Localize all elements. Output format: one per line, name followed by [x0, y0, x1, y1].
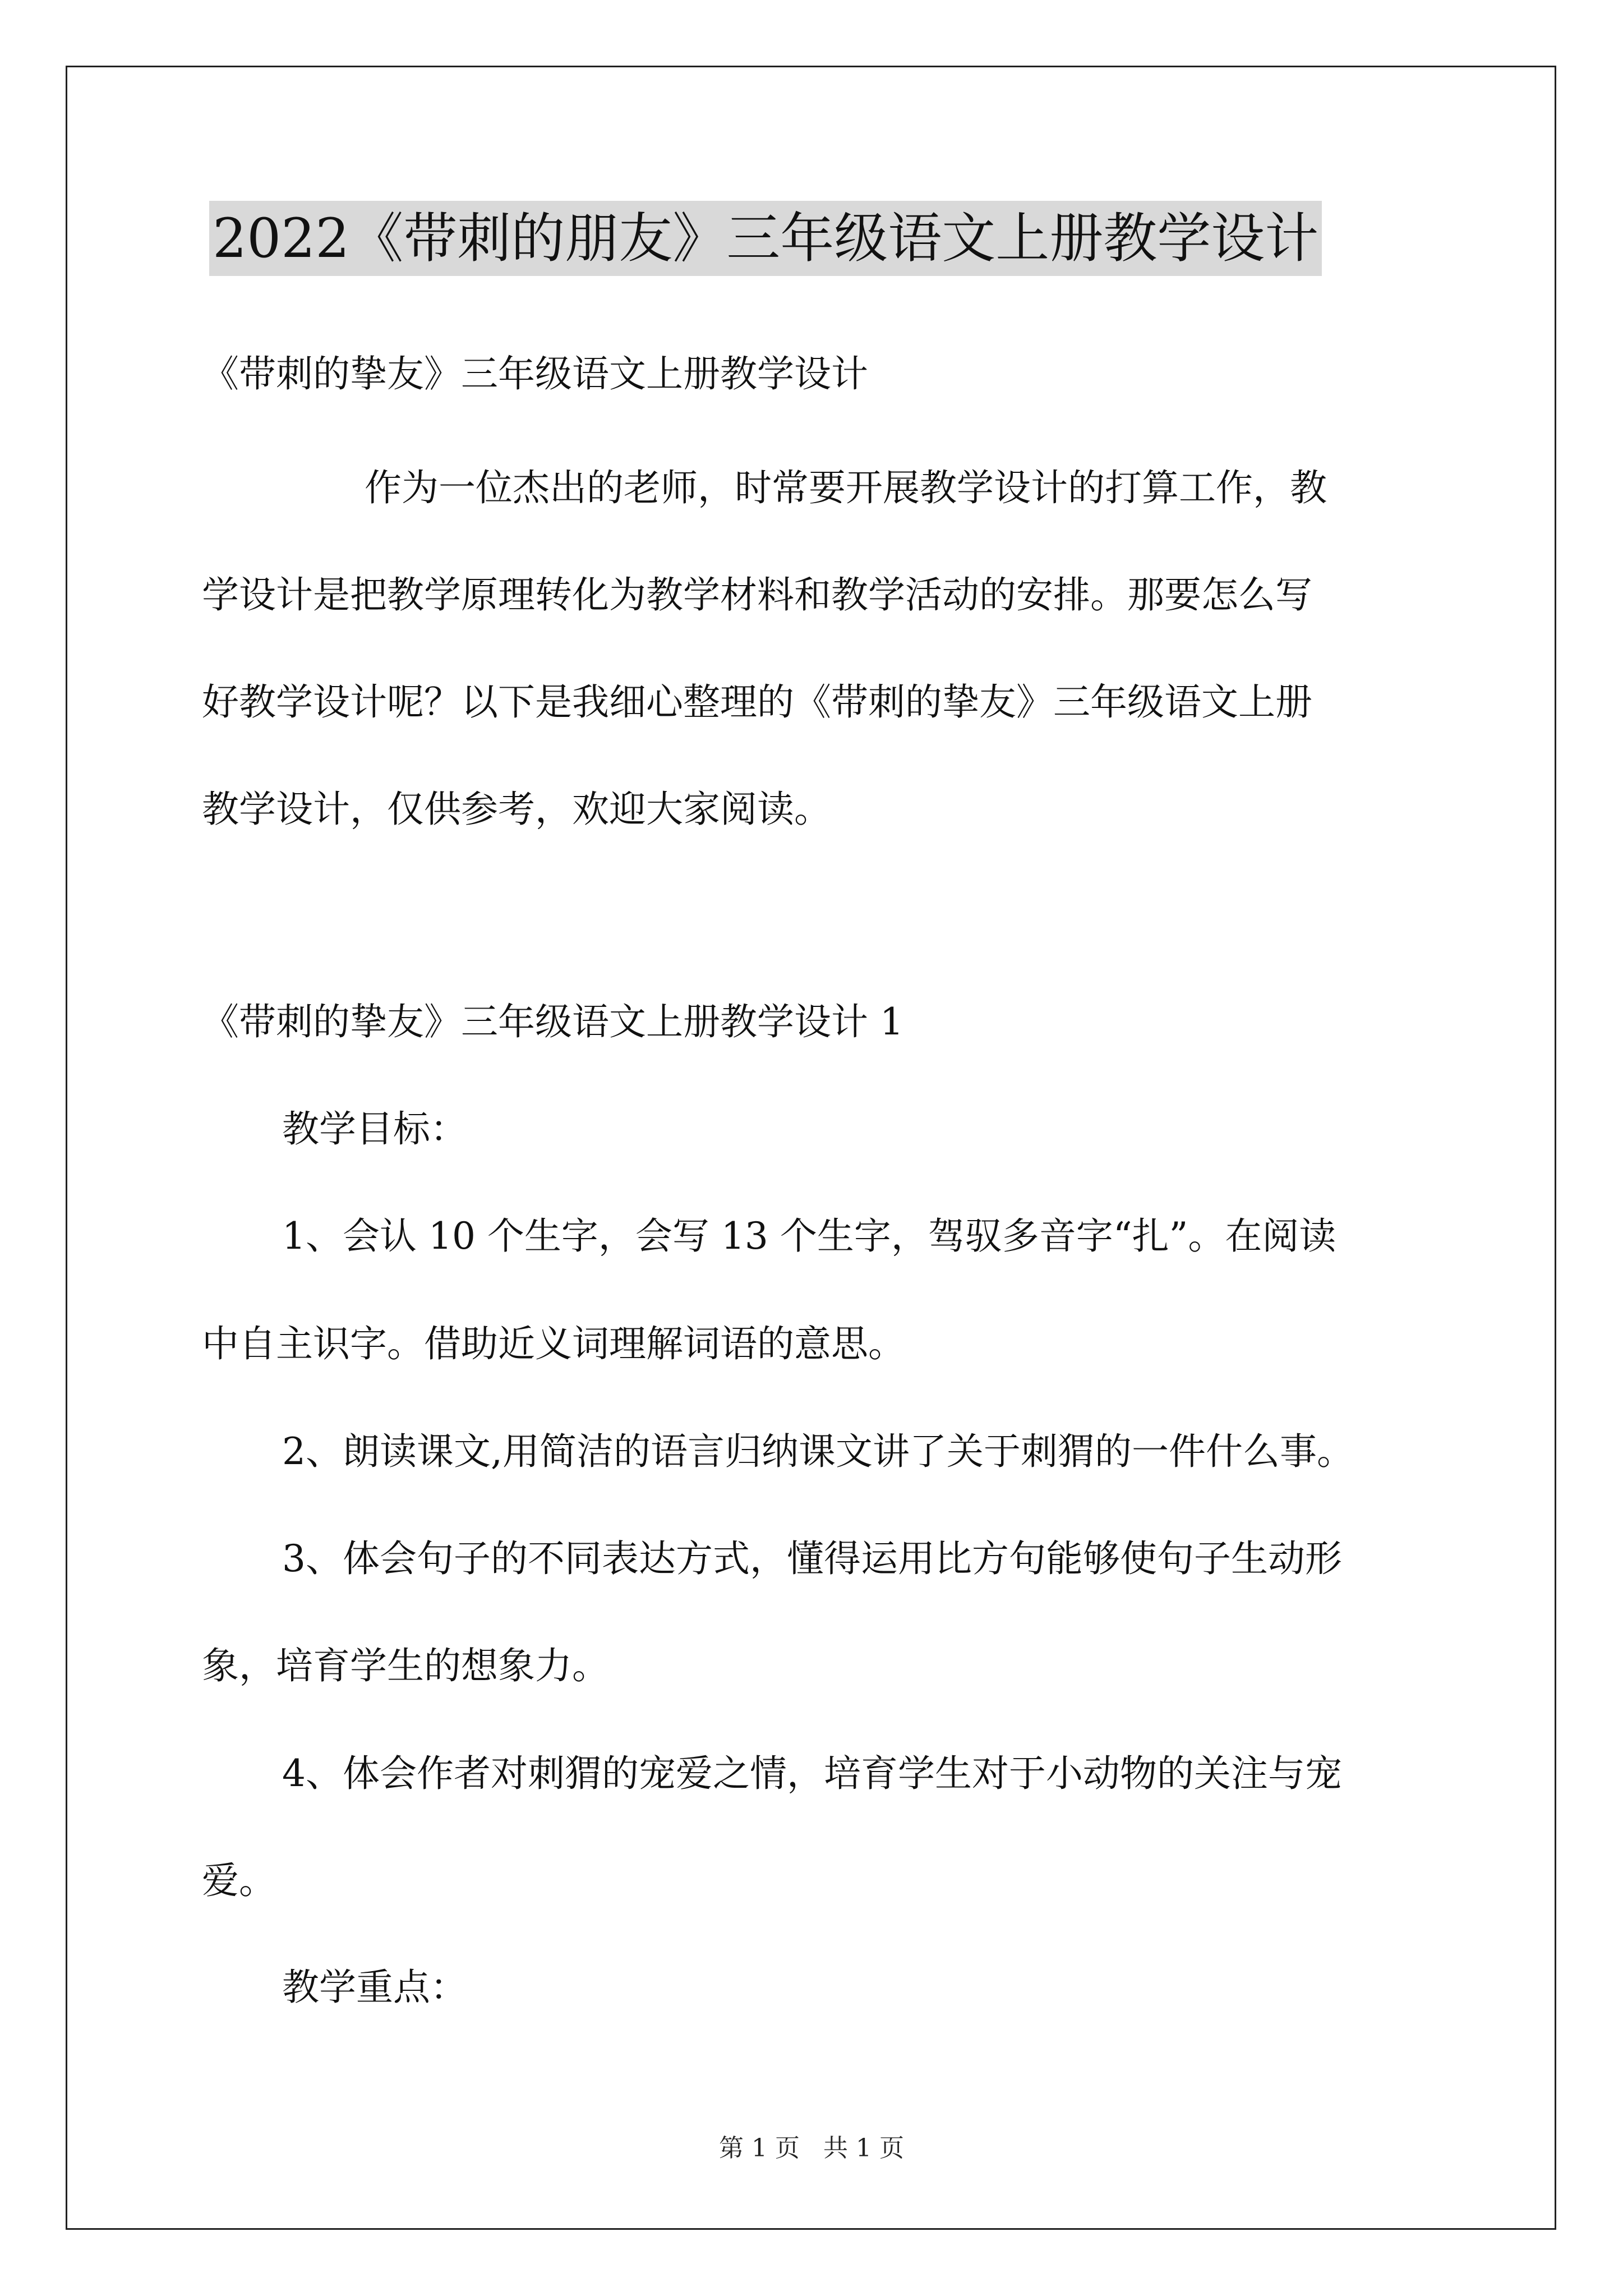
footer-spacer [800, 2134, 823, 2162]
objectives-heading: 教学目标： [282, 1107, 467, 1151]
intro-line-1: 作为一位杰出的老师，时常要开展教学设计的打算工作，教 [365, 466, 1327, 509]
objective-line-6: 4、体会作者对刺猬的宠爱之情，培育学生对于小动物的关注与宠 [282, 1752, 1342, 1795]
section-heading: 《带刺的挚友》三年级语文上册教学设计 1 [202, 1000, 903, 1043]
page-number: 第 1 页 [719, 2134, 800, 2162]
objective-line-7: 爱。 [202, 1859, 276, 1902]
objective-line-5: 象，培育学生的想象力。 [202, 1644, 609, 1687]
objective-line-3: 2、朗读课文,用简洁的语言归纳课文讲了关于刺猬的一件什么事。 [282, 1430, 1354, 1473]
document-title: 2022《带刺的朋友》三年级语文上册教学设计 [209, 201, 1322, 276]
objective-line-4: 3、体会句子的不同表达方式，懂得运用比方句能够使句子生动形 [282, 1537, 1342, 1580]
intro-line-4: 教学设计，仅供参考，欢迎大家阅读。 [202, 788, 831, 831]
page-footer [0, 2132, 1623, 2165]
objective-line-2: 中自主识字。借助近义词理解词语的意思。 [202, 1322, 905, 1365]
intro-line-2: 学设计是把教学原理转化为教学材料和教学活动的安排。那要怎么写 [202, 573, 1312, 616]
page-total: 共 1 页 [823, 2134, 904, 2162]
document-subtitle: 《带刺的挚友》三年级语文上册教学设计 [202, 352, 868, 395]
key-points-heading: 教学重点： [282, 1966, 467, 2009]
intro-line-3: 好教学设计呢？以下是我细心整理的《带刺的挚友》三年级语文上册 [202, 680, 1312, 724]
objective-line-1: 1、会认 10 个生字，会写 13 个生字，驾驭多音字“扎”。在阅读 [282, 1214, 1336, 1258]
